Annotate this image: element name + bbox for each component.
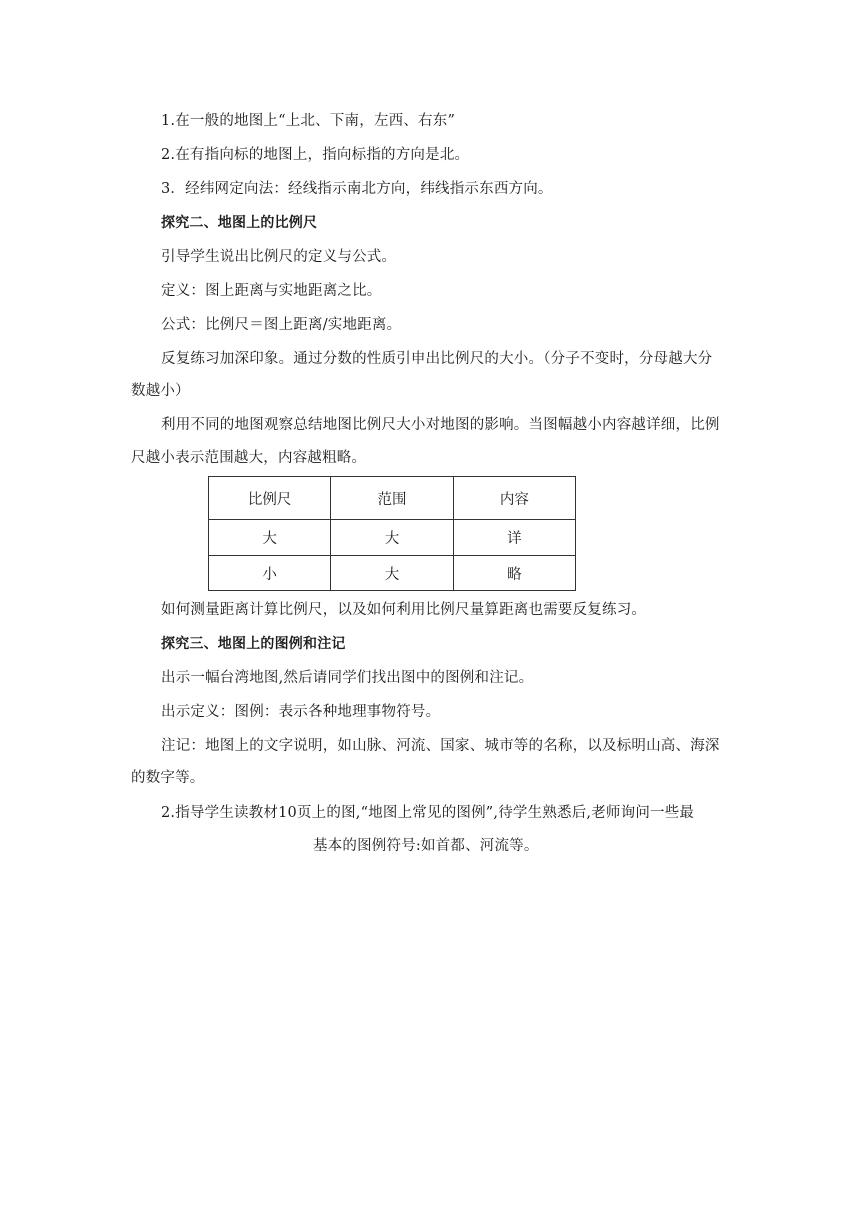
table-header-cell: 范围 [331,477,453,520]
annotation-definition-line-2: 的数字等。 [131,770,205,786]
scale-intro: 引导学生说出比例尺的定义与公式。 [161,249,397,265]
table-header-row [209,477,576,520]
table-row [209,520,576,556]
table-cell: 大 [331,556,453,591]
legend-definition: 出示定义：图例：表示各种地理事物符号。 [161,704,441,720]
scale-formula: 公式：比例尺＝图上距离/实地距离。 [161,317,402,333]
observation-paragraph-line-1: 利用不同的地图观察总结地图比例尺大小对地图的影响。当图幅越小内容越详细，比例 [161,417,720,433]
section-heading-scale: 探究二、地图上的比例尺 [161,215,318,231]
practice-paragraph-line-1: 反复练习加深印象。通过分数的性质引申出比例尺的大小。（分子不变时，分母越大分 [161,351,713,367]
scale-comparison-table [208,476,576,591]
table-cell: 小 [209,556,331,591]
section-heading-legend: 探究三、地图上的图例和注记 [161,636,346,652]
table-cell: 详 [453,520,575,556]
taiwan-map-task: 出示一幅台湾地图,然后请同学们找出图中的图例和注记。 [161,670,534,686]
table-header-cell: 比例尺 [209,477,331,520]
table-row [209,556,576,591]
scale-definition: 定义：图上距离与实地距离之比。 [161,283,382,299]
orientation-rule-1: 1.在一般的地图上“上北、下南，左西、右东” [161,113,456,129]
table-cell: 大 [209,520,331,556]
observation-paragraph-line-2: 尺越小表示范围越大，内容越粗略。 [131,450,367,466]
orientation-rule-2: 2.在有指向标的地图上，指向标指的方向是北。 [161,147,470,163]
table-cell: 大 [331,520,453,556]
table-header-cell: 内容 [453,477,575,520]
measurement-practice-text: 如何测量距离计算比例尺，以及如何利用比例尺量算距离也需要反复练习。 [161,602,647,618]
annotation-definition-line-1: 注记：地图上的文字说明，如山脉、河流、国家、城市等的名称，以及标明山高、海深 [161,738,720,754]
textbook-guidance-line-2: 基本的图例符号:如首都、河流等。 [313,838,539,854]
practice-paragraph-line-2: 数越小） [131,383,190,399]
textbook-guidance-line-1: 2.指导学生读教材10页上的图,“地图上常见的图例”,待学生熟悉后,老师询问一些最 [161,805,695,821]
orientation-rule-3: 3．经纬网定向法：经线指示南北方向，纬线指示东西方向。 [161,181,553,197]
table-cell: 略 [453,556,575,591]
